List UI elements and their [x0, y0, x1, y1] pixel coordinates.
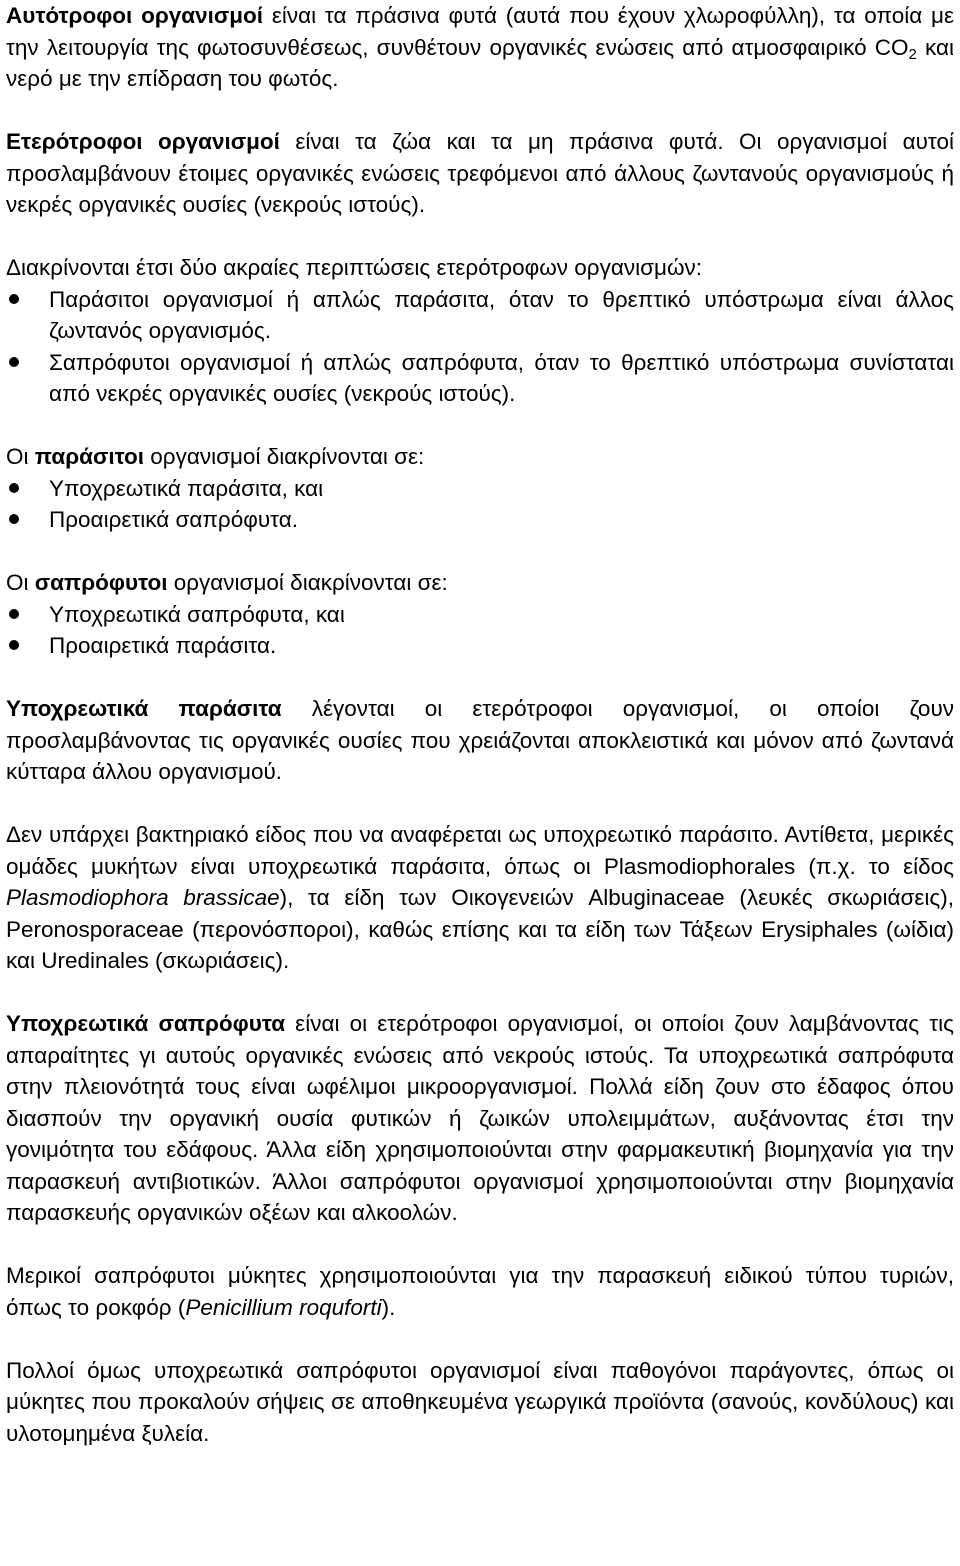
spacer: [6, 1229, 954, 1261]
paragraph-heterotrophs: [6, 126, 954, 221]
term-heterotrophs: Ετερότροφοι οργανισμοί: [6, 129, 280, 154]
subscript: 2: [908, 45, 917, 63]
spacer: [6, 410, 954, 442]
paragraph-cheese: Μερικοί σαπρόφυτοι μύκητες χρησιμοποιούνται για την παρασκευή ειδικού τύπου τυριών, όπως το ροκφόρ (Penicillium roquforti).: [6, 1263, 954, 1320]
cases-list: [6, 284, 954, 410]
paragraph-obligate-parasites: Υποχρεωτικά παράσιτα λέγονται οι ετερότροφοι οργανισμοί, οι οποίοι ζουν προσλαμβάνοντας τις οργανικές ουσίες που χρειάζονται αποκλειστικά και μόνον από ζωντανά κύτταρα άλλου οργανισμού.: [6, 696, 955, 784]
paragraph-examples: Δεν υπάρχει βακτηριακό είδος που να αναφέρεται ως υποχρεωτικό παράσιτο. Αντίθετα, μερικές ομάδες μυκήτων είναι υποχρεωτικά παράσιτα, όπως οι Plasmodiophorales (π.χ. το είδος Plasmodiophora brassicae), τα είδη των Οικογενειών Albuginaceae (λευκές σκωριάσεις), Peronosporaceae (περονόσποροι), καθώς επίσης και τα είδη των Τάξεων Erysiphales (ωίδια) και Uredinales (σκωριάσεις).: [6, 822, 954, 973]
list-item: Υποχρεωτικά παράσιτα, και: [6, 473, 954, 505]
spacer: [6, 977, 954, 1009]
paragraph-cases-intro: Διακρίνονται έτσι δύο ακραίες περιπτώσεις ετερότροφων οργανισμών:: [6, 255, 703, 280]
spacer: [6, 95, 954, 127]
spacer: [6, 1323, 954, 1355]
bullet-icon: [9, 357, 19, 367]
paragraph-text: και νερό με την επίδραση του φωτός.: [6, 34, 955, 91]
bullet-icon: [9, 483, 19, 493]
list-item: Παράσιτοι οργανισμοί ή απλώς παράσιτα, όταν το θρεπτικό υπόστρωμα είναι άλλος ζωντανός οργανισμός.: [6, 284, 954, 347]
species-name: Penicillium roquforti: [185, 1294, 382, 1320]
term-parasites: παράσιτοι: [34, 444, 145, 469]
bullet-icon: [9, 294, 19, 304]
list-item: Προαιρετικά σαπρόφυτα.: [6, 504, 954, 536]
list-item: Σαπρόφυτοι οργανισμοί ή απλώς σαπρόφυτα, όταν το θρεπτικό υπόστρωμα συνίσταται από νεκρές οργανικές ουσίες (νεκρούς ιστούς).: [6, 347, 954, 410]
bullet-icon: [9, 514, 19, 524]
paragraph-pathogens: Πολλοί όμως υποχρεωτικά σαπρόφυτοι οργανισμοί είναι παθογόνοι παράγοντες, όπως οι μύκητες που προκαλούν σήψεις σε αποθηκευμένα γεωργικά προϊόντα (σανούς, κονδύλους) και υλοτομημένα ξυλεία.: [6, 1357, 954, 1446]
spacer: [6, 788, 954, 820]
term-obligate-saprophytes: Υποχρεωτικά σαπρόφυτα: [6, 1011, 286, 1036]
bullet-icon: [9, 640, 19, 650]
bullet-icon: [9, 609, 19, 619]
term-obligate-parasites: Υποχρεωτικά παράσιτα: [6, 696, 282, 721]
list-item: Προαιρετικά παράσιτα.: [6, 630, 954, 662]
spacer: [6, 662, 954, 694]
paragraph-autotrophs: [6, 0, 954, 95]
paragraph-parasites-intro: Οι παράσιτοι οργανισμοί διακρίνονται σε:: [6, 444, 425, 469]
term-saprophytes: σαπρόφυτοι: [34, 570, 168, 595]
paragraph-text: είναι τα ζώα και τα μη πράσινα φυτά. Οι οργανισμοί αυτοί προσλαμβάνουν έτοιμες οργανικές ενώσεις τρεφόμενοι από άλλους ζωντανούς οργανισμούς ή νεκρές οργανικές ουσίες (νεκρούς ιστούς).: [6, 129, 954, 217]
spacer: [6, 536, 954, 568]
parasites-list: [6, 473, 954, 536]
spacer: [6, 221, 954, 253]
saprophytes-list: [6, 599, 954, 662]
paragraph-obligate-saprophytes: Υποχρεωτικά σαπρόφυτα είναι οι ετερότροφοι οργανισμοί, οι οποίοι ζουν λαμβάνοντας τις απαραίτητες γι αυτούς οργανικές ενώσεις από νεκρούς ιστούς. Τα υποχρεωτικά σαπρόφυτα στην πλειονότητά τους είναι ωφέλιμοι μικροοργανισμοί. Πολλά είδη ζουν στο έδαφος όπου διασπούν την οργανική ουσία φυτικών ή ζωικών υπολειμμάτων, αυξάνοντας έτσι την γονιμότητα του εδάφους. Άλλα είδη χρησιμοποιούνται στην φαρμακευτική βιομηχανία για την παρασκευή αντιβιοτικών. Άλλοι σαπρόφυτοι οργανισμοί χρησιμοποιούνται στην βιομηχανία παρασκευής οργανικών οξέων και αλκοολών.: [6, 1011, 954, 1225]
paragraph-text: είναι τα πράσινα φυτά (αυτά που έχουν χλωροφύλλη), τα οποία με την λειτουργία της φωτοσυνθέσεως, συνθέτουν οργανικές ενώσεις από ατμοσφαιρικό CO: [6, 3, 955, 60]
term-autotrophs: Αυτότροφοι οργανισμοί: [6, 3, 264, 28]
species-name: Plasmodiophora brassicae: [6, 885, 280, 910]
paragraph-saprophytes-intro: Οι σαπρόφυτοι οργανισμοί διακρίνονται σε:: [6, 570, 448, 595]
list-item: Υποχρεωτικά σαπρόφυτα, και: [6, 599, 954, 631]
